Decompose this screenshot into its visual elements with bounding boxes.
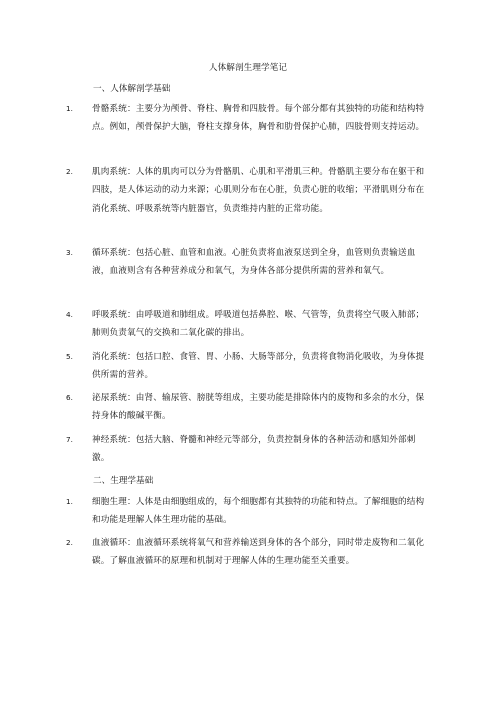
- list-item-text: 神经系统：包括大脑、脊髓和神经元等部分，负责控制身体的各种活动和感知外部刺激。: [92, 435, 416, 464]
- list-item-number: 1.: [66, 497, 73, 506]
- section-heading: 一、人体解剖学基础: [93, 84, 171, 94]
- list-item-text: 肌肉系统：人体的肌肉可以分为骨骼肌、心肌和平滑肌三种。骨骼肌主要分布在躯干和四肢，是人体运动的动力来源；心肌则分布在心脏，负责心脏的收缩；平滑肌则分布在消化系统、呼吸系统等内脏器官，负责维持内脏的正常功能。: [92, 167, 425, 214]
- list-item-number: 4.: [66, 310, 73, 319]
- list-item-text: 细胞生理：人体是由细胞组成的，每个细胞都有其独特的功能和特点。了解细胞的结构和功能是理解人体生理功能的基础。: [92, 497, 425, 526]
- list-item-number: 2.: [66, 167, 73, 176]
- list-item-text: 循环系统：包括心脏、血管和血液。心脏负责将血液泵送到全身，血管则负责输送血液，血液则含有各种营养成分和氧气，为身体各部分提供所需的营养和氧气。: [92, 248, 416, 277]
- list-item-number: 6.: [66, 393, 73, 402]
- list-item-text: 消化系统：包括口腔、食管、胃、小肠、大肠等部分，负责将食物消化吸收，为身体提供所需的营养。: [92, 352, 425, 381]
- list-item-text: 呼吸系统：由呼吸道和肺组成。呼吸道包括鼻腔、喉、气管等，负责将空气吸入肺部；肺则负责氧气的交换和二氧化碳的排出。: [92, 310, 425, 339]
- list-item-number: 3.: [66, 248, 73, 257]
- list-item-text: 血液循环：血液循环系统将氧气和营养输送到身体的各个部分，同时带走废物和二氧化碳。了解血液循环的原理和机制对于理解人体的生理功能至关重要。: [92, 538, 425, 567]
- list-item-text: 泌尿系统：由肾、输尿管、膀胱等组成，主要功能是排除体内的废物和多余的水分，保持身体的酸碱平衡。: [92, 393, 425, 422]
- list-item-text: 骨骼系统：主要分为颅骨、脊柱、胸骨和四肢骨。每个部分都有其独特的功能和结构特点。例如，颅骨保护大脑，脊柱支撑身体，胸骨和肋骨保护心肺，四肢骨则支持运动。: [92, 104, 425, 133]
- list-item-number: 5.: [66, 352, 73, 361]
- list-item-number: 7.: [66, 435, 73, 444]
- section-heading: 二、生理学基础: [93, 476, 154, 486]
- document-title: 人体解剖生理学笔记: [208, 63, 288, 73]
- list-item-number: 2.: [66, 538, 73, 547]
- list-item-number: 1.: [66, 104, 73, 113]
